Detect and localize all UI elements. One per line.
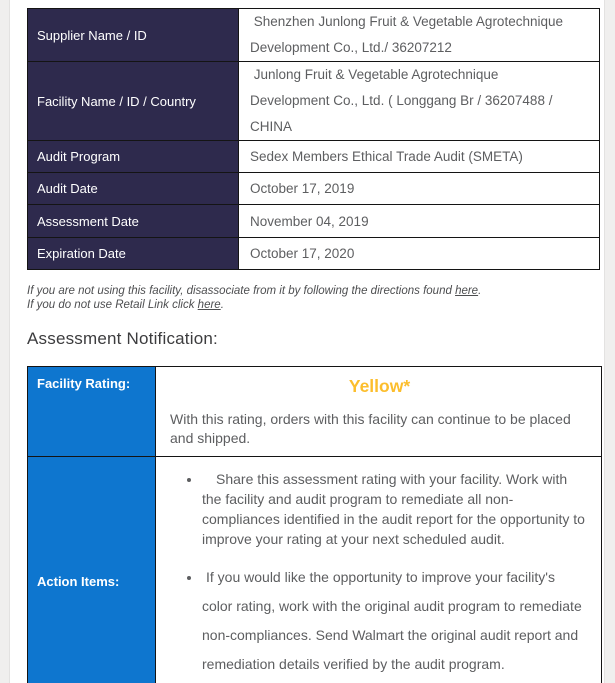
table-row-facility-rating bbox=[28, 367, 602, 457]
rating-value: Yellow* bbox=[348, 376, 411, 396]
table-row-facility bbox=[28, 62, 600, 141]
table-row-audit-program bbox=[28, 141, 600, 173]
action-items-cell bbox=[156, 457, 602, 683]
facility-rating-cell bbox=[156, 367, 602, 457]
assessment-notification-heading: Assessment Notification: bbox=[27, 329, 218, 348]
rating-note: With this rating, orders with this facility can continue to be placed and shipped. bbox=[170, 411, 571, 446]
assessment-date-value: November 04, 2019 bbox=[239, 205, 600, 238]
facility-name-value: Junlong Fruit & Vegetable Agrotechnique Development Co., Ltd. ( Longgang Br / 36207488 / CHINA bbox=[239, 62, 600, 141]
assessment-date-label: Assessment Date bbox=[28, 205, 239, 238]
supplier-info-table bbox=[27, 8, 600, 270]
notice-retail-link-text: If you do not use Retail Link click bbox=[27, 299, 198, 311]
page-margin-right bbox=[604, 0, 615, 683]
expiration-date-value: October 17, 2020 bbox=[239, 238, 600, 270]
action-items-label: Action Items: bbox=[28, 457, 156, 683]
notice-disassociate-text: If you are not using this facility, disassociate from it by following the directions found bbox=[27, 285, 456, 297]
table-row-expiration-date bbox=[28, 238, 600, 270]
table-row-assessment-date bbox=[28, 205, 600, 238]
notice-disassociate-period: . bbox=[478, 285, 482, 297]
supplier-name-value: Shenzhen Junlong Fruit & Vegetable Agrotechnique Development Co., Ltd./ 36207212 bbox=[239, 9, 600, 62]
action-item: • Share this assessment rating with your facility. Work with the facility and audit program to remediate all non-compliances identified in the audit report for the opportunity to improve your rating at your next scheduled audit. bbox=[202, 469, 589, 549]
facility-name-label: Facility Name / ID / Country bbox=[28, 62, 239, 141]
disassociate-here-link[interactable]: here bbox=[455, 285, 479, 297]
audit-program-label: Audit Program bbox=[28, 141, 239, 173]
facility-rating-label: Facility Rating: bbox=[28, 367, 156, 457]
assessment-table bbox=[27, 366, 602, 683]
expiration-date-label: Expiration Date bbox=[28, 238, 239, 270]
table-row-supplier bbox=[28, 9, 600, 62]
audit-date-label: Audit Date bbox=[28, 173, 239, 205]
notice-retail-link bbox=[27, 298, 615, 312]
table-row-audit-date bbox=[28, 173, 600, 205]
action-items-list bbox=[170, 469, 589, 679]
notice-disassociate bbox=[27, 284, 615, 298]
page-margin-left bbox=[0, 0, 10, 683]
action-item: • If you would like the opportunity to improve your facility's color rating, work with the original audit program to remediate non-compliances. Send Walmart the original audit report and remediation details verified by the audit program. bbox=[202, 563, 589, 679]
audit-program-value: Sedex Members Ethical Trade Audit (SMETA) bbox=[239, 141, 600, 173]
retail-link-here-link[interactable]: here bbox=[197, 299, 221, 311]
table-row-action-items bbox=[28, 457, 602, 683]
disassociation-notices bbox=[27, 284, 615, 312]
audit-date-value: October 17, 2019 bbox=[239, 173, 600, 205]
notice-retail-link-period: . bbox=[220, 299, 224, 311]
supplier-name-label: Supplier Name / ID bbox=[28, 9, 239, 62]
